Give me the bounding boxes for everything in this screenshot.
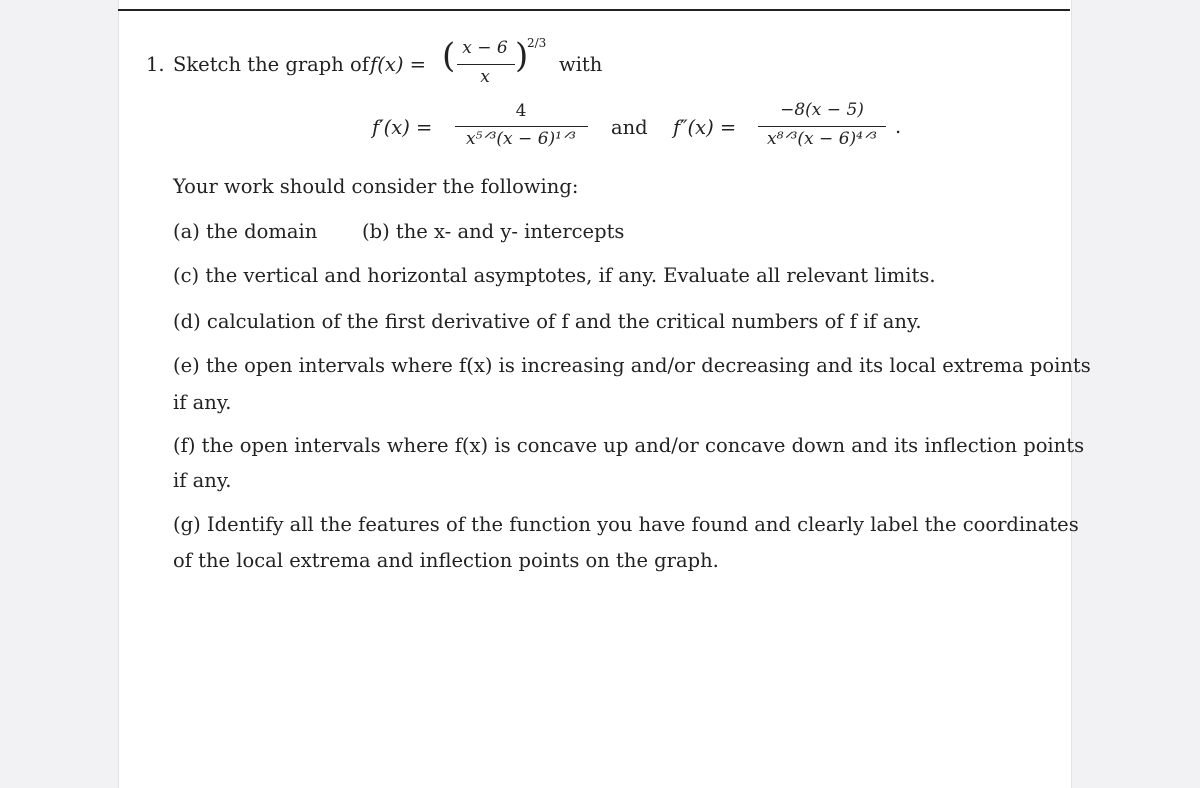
fprime-denominator: x⁵ᐟ³(x − 6)¹ᐟ³ (466, 129, 576, 149)
problem-lead: Sketch the graph of (173, 53, 369, 76)
fdoubleprime-fraction-bar (758, 126, 886, 127)
item-g-line2: of the local extrema and inflection points on the graph. (173, 549, 719, 572)
problem-number: 1. (146, 53, 165, 76)
document-page (118, 0, 1072, 788)
f-denominator: x (480, 67, 490, 87)
top-rule (118, 9, 1070, 11)
item-f-line1: (f) the open intervals where f(x) is concave up and/or concave down and its inflection points (173, 434, 1085, 457)
fprime-fraction-bar (455, 126, 588, 127)
item-e-line1: (e) the open intervals where f(x) is increasing and/or decreasing and its local extrema points (173, 354, 1091, 377)
item-e-line2: if any. (173, 391, 232, 414)
f-label: f(x) = (370, 53, 426, 76)
left-paren: ( (442, 36, 456, 76)
item-a: (a) the domain (173, 220, 318, 243)
f-exponent: 2/3 (527, 36, 547, 50)
item-c: (c) the vertical and horizontal asymptotes, if any. Evaluate all relevant limits. (173, 264, 936, 287)
f-numerator: x − 6 (462, 38, 508, 58)
fprime-numerator: 4 (515, 101, 527, 121)
fprime-label: f′(x) = (372, 116, 433, 139)
with-word: with (559, 53, 603, 76)
intro-text: Your work should consider the following: (173, 175, 579, 198)
item-d: (d) calculation of the first derivative of f and the critical numbers of f if any. (173, 310, 922, 333)
fdoubleprime-denominator: x⁸ᐟ³(x − 6)⁴ᐟ³ (767, 129, 877, 149)
item-f-line2: if any. (173, 469, 232, 492)
f-fraction-bar (457, 64, 515, 65)
right-paren: ) (515, 36, 529, 76)
end-dot: . (895, 115, 902, 138)
and-word: and (611, 116, 648, 139)
item-g-line1: (g) Identify all the features of the function you have found and clearly label the coordinates (173, 513, 1079, 536)
fdoubleprime-label: f″(x) = (673, 116, 737, 139)
item-b: (b) the x- and y- intercepts (362, 220, 625, 243)
fdoubleprime-numerator: −8(x − 5) (780, 100, 864, 120)
